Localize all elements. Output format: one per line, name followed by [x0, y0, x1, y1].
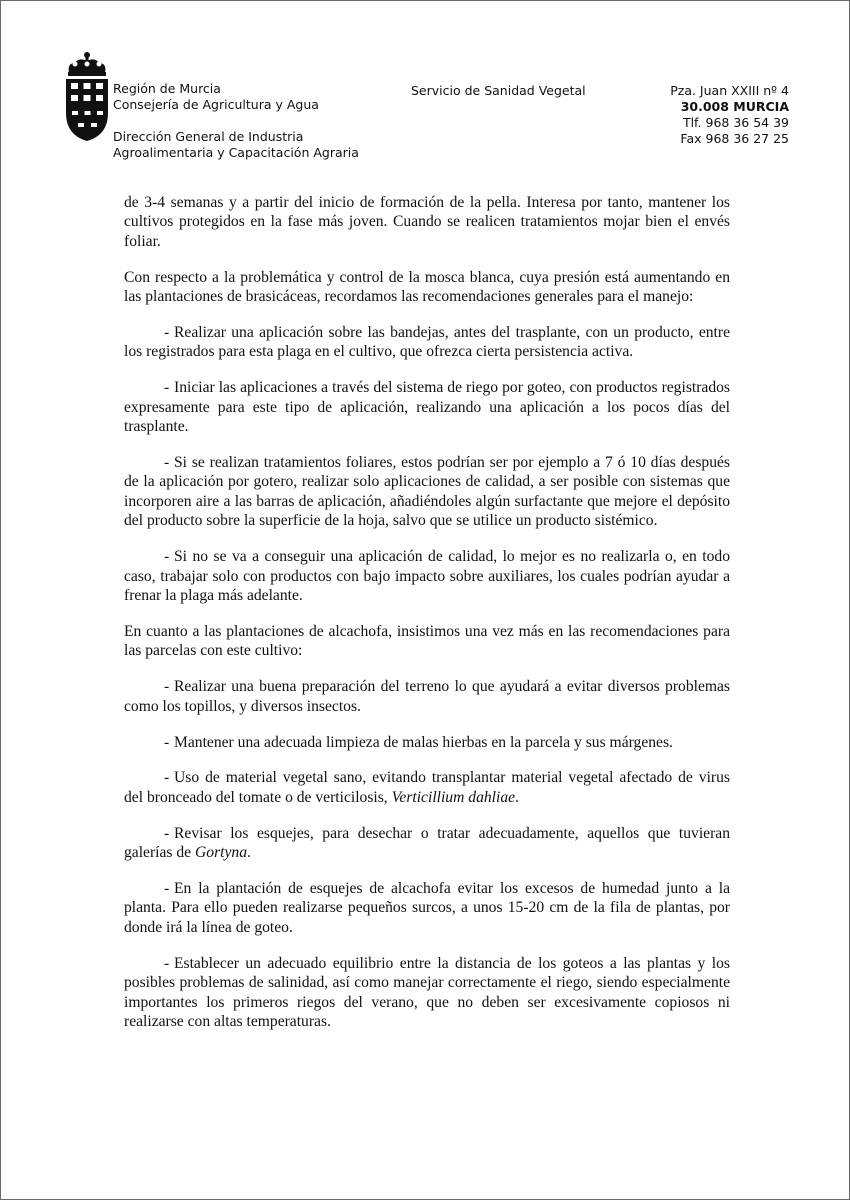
list-dash: - — [164, 880, 170, 898]
species-name-gortyna: Gortyna — [195, 844, 247, 862]
list-item-whitefly-3: - Si se realizan tratamientos foliares, estos podrían ser por ejemplo a 7 ó 10 días después de la aplicación por gotero, realizar solo aplicaciones de calidad, a ser posible con sistemas que incorporen aire a las barras de aplicación, añadiéndoles algún surfactante que mejore el depósito del producto sobre la superficie de la hoja, salvo que se utilice un producto sistémico. — [124, 454, 730, 530]
address-fax: Fax 968 36 27 25 — [680, 131, 789, 146]
org-line-council: Consejería de Agricultura y Agua — [113, 97, 319, 112]
letterhead — [1, 1, 850, 171]
list-dash: - — [164, 324, 170, 342]
org-line-region: Región de Murcia — [113, 81, 221, 96]
list-dash: - — [164, 548, 170, 566]
paragraph-cauliflower: de 3-4 semanas y a partir del inicio de formación de la pella. Interesa por tanto, mantener los cultivos protegidos en la fase más joven. Cuando se realicen tratamientos mojar bien el envés foliar. — [124, 194, 730, 250]
list-dash: - — [164, 379, 170, 397]
document-body — [124, 193, 730, 1048]
list-item-whitefly-2: - Iniciar las aplicaciones a través del sistema de riego por goteo, con productos registrados expresamente para este tipo de aplicación, realizando una aplicación a los pocos días del trasplante. — [124, 379, 730, 436]
list-item-artichoke-6: - Establecer un adecuado equilibrio entre la distancia de los goteos a las plantas y los posibles problemas de salinidad, así como manejar correctamente el riego, siendo especialmente importantes los primeros riegos del verano, que no deben ser excesivamente copiosos ni realizarse con altas temperaturas. — [124, 954, 730, 1030]
list-item-whitefly-4: - Si no se va a conseguir una aplicación de calidad, lo mejor es no realizarla o, en todo caso, trabajar solo con productos con bajo impacto sobre auxiliares, los cuales podrían ayudar a frenar la plaga más adelante. — [124, 548, 730, 604]
list-dash: - — [164, 678, 170, 696]
list-dash: - — [164, 454, 170, 472]
address-block — [619, 83, 789, 147]
address-city: 30.008 MURCIA — [680, 99, 789, 114]
region-coat-of-arms-logo — [63, 51, 111, 143]
list-item-artichoke-5: - En la plantación de esquejes de alcachofa evitar los excesos de humedad junto a la planta. Para ello pueden realizarse pequeños surcos, a unos 15-20 cm de la fila de plantas, por donde irá la línea de goteo. — [124, 880, 730, 936]
list-item-artichoke-4: - Revisar los esquejes, para desechar o tratar adecuadamente, aquellos que tuvieran galerías de Gortyna. — [124, 824, 730, 862]
organization-block — [113, 81, 403, 161]
list-item-whitefly-1: - Realizar una aplicación sobre las bandejas, antes del trasplante, con un producto, entre los registrados para esta plaga en el cultivo, que ofrezca cierta persistencia activa. — [124, 324, 730, 361]
org-line-directorate: Dirección General de Industria — [113, 129, 304, 144]
list-dash: - — [164, 954, 170, 972]
list-dash: - — [164, 824, 170, 842]
list-item-artichoke-1: - Realizar una buena preparación del terreno lo que ayudará a evitar diversos problemas como los topillos, y diversos insectos. — [124, 678, 730, 715]
paragraph-whitefly-intro: Con respecto a la problemática y control de la mosca blanca, cuya presión está aumentando en las plantaciones de brasicáceas, recordamos las recomendaciones generales para el manejo: — [124, 268, 730, 306]
list-item-artichoke-3: - Uso de material vegetal sano, evitando transplantar material vegetal afectado de virus del bronceado del tomate o de verticilosis, Verticillium dahliae. — [124, 769, 730, 806]
list-item-artichoke-2: - Mantener una adecuada limpieza de malas hierbas en la parcela y sus márgenes. — [124, 733, 730, 752]
org-line-directorate-2: Agroalimentaria y Capacitación Agraria — [113, 145, 359, 160]
list-dash: - — [164, 769, 170, 787]
species-name-verticillium: Verticillium dahliae — [391, 788, 516, 806]
paragraph-artichoke-intro: En cuanto a las plantaciones de alcachofa, insistimos una vez más en las recomendaciones para las parcelas con este cultivo: — [124, 622, 730, 660]
service-name: Servicio de Sanidad Vegetal — [411, 83, 586, 98]
address-street: Pza. Juan XXIII nº 4 — [670, 83, 789, 98]
list-dash: - — [164, 733, 170, 751]
address-phone: Tlf. 968 36 54 39 — [682, 115, 789, 130]
